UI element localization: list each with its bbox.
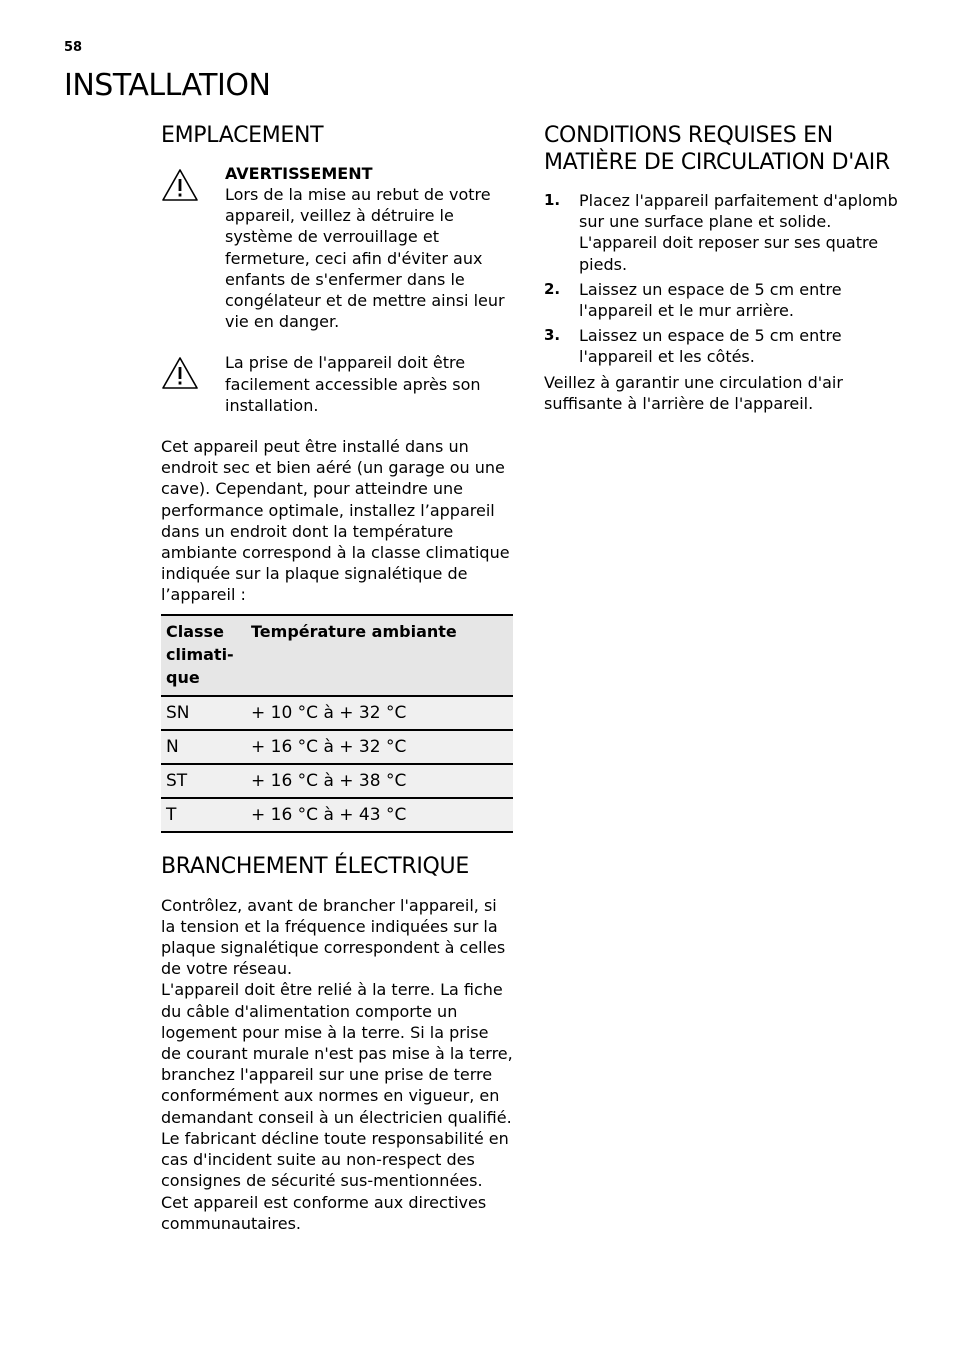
left-column (161, 122, 513, 1234)
step-text: Laissez un espace de 5 cm entre l'appareil et le mur arrière. (579, 279, 842, 321)
electrical-paragraph-3: Le fabricant décline toute responsabilité en cas d'incident suite au non-respect des consignes de sécurité sus-mentionnées. (161, 1128, 509, 1191)
emplacement-paragraph: Cet appareil peut être installé dans un endroit sec et bien aéré (un garage ou une cave). Cependant, pour atteindre une performance optimale, installez l’appareil dans un endroit dont la température ambiante correspond à la classe climatique indiquée sur la plaque signalétique de l’appareil : (161, 437, 510, 605)
warning-body-1: Lors de la mise au rebut de votre appareil, veillez à détruire le système de verrouillage et fermeture, ceci afin d'éviter aux enfants de s'enfermer dans le congélateur et de mettre ainsi leur vie en danger. (225, 185, 505, 332)
step-text: Laissez un espace de 5 cm entre l'appareil et les côtés. (579, 326, 842, 367)
warning-body-2: La prise de l'appareil doit être facilement accessible après son installation. (225, 353, 481, 415)
warning-title: AVERTISSEMENT (225, 164, 373, 183)
table-cell-class: N (161, 730, 246, 764)
list-item (544, 325, 900, 367)
list-item (544, 279, 900, 321)
page-title: INSTALLATION (64, 68, 271, 103)
table-row (161, 764, 513, 798)
climate-class-table (161, 614, 513, 833)
table-row (161, 798, 513, 832)
table-header-temperature: Température ambiante (251, 621, 457, 641)
electrical-paragraph-1: Contrôlez, avant de brancher l'appareil, si la tension et la fréquence indiquées sur la plaque signalétique correspondent à celles de votre réseau. (161, 895, 506, 979)
list-item (544, 190, 900, 275)
table-header-row (161, 615, 513, 696)
table-cell-temperature: + 16 °C à + 43 °C (246, 798, 513, 832)
table-cell-class: T (161, 798, 246, 832)
table-row (161, 696, 513, 730)
step-number: 2. (544, 279, 561, 298)
warning-text-2 (225, 352, 513, 416)
table-cell-class: SN (161, 696, 246, 730)
warning-text-1 (225, 164, 513, 332)
electrical-paragraph-2: L'appareil doit être relié à la terre. La fiche du câble d'alimentation comporte un logement pour mise à la terre. Si la prise de courant murale n'est pas mise à la terre, branchez l'appareil sur une prise de terre conformément aux normes en vigueur, en demandant conseil à un électricien qualifié. (161, 980, 513, 1127)
air-steps-list (544, 190, 900, 368)
table-cell-temperature: + 16 °C à + 32 °C (246, 730, 513, 764)
warning-block-2 (161, 352, 513, 416)
warning-triangle-icon (161, 356, 199, 390)
right-column (544, 122, 900, 414)
step-text: Placez l'appareil parfaitement d'aplomb sur une surface plane et solide. L'appareil doit reposer sur ses quatre pieds. (579, 191, 898, 274)
table-row (161, 730, 513, 764)
step-number: 1. (544, 191, 561, 209)
heading-emplacement: EMPLACEMENT (161, 123, 324, 148)
heading-air-circulation: CONDITIONS REQUISES EN MATIÈRE DE CIRCULATION D'AIR (544, 123, 890, 175)
warning-triangle-icon (161, 168, 199, 202)
warning-block-1 (161, 164, 513, 332)
table-header-class: Classe climati-que (166, 621, 234, 687)
table-cell-temperature: + 10 °C à + 32 °C (246, 696, 513, 730)
air-paragraph: Veillez à garantir une circulation d'air suffisante à l'arrière de l'appareil. (544, 372, 843, 413)
step-number: 3. (544, 326, 561, 345)
heading-branchement: BRANCHEMENT ÉLECTRIQUE (161, 853, 469, 879)
table-cell-class: ST (161, 764, 246, 798)
electrical-paragraph-4: Cet appareil est conforme aux directives communautaires. (161, 1192, 487, 1233)
table-cell-temperature: + 16 °C à + 38 °C (246, 764, 513, 798)
page-number: 58 (64, 40, 83, 55)
